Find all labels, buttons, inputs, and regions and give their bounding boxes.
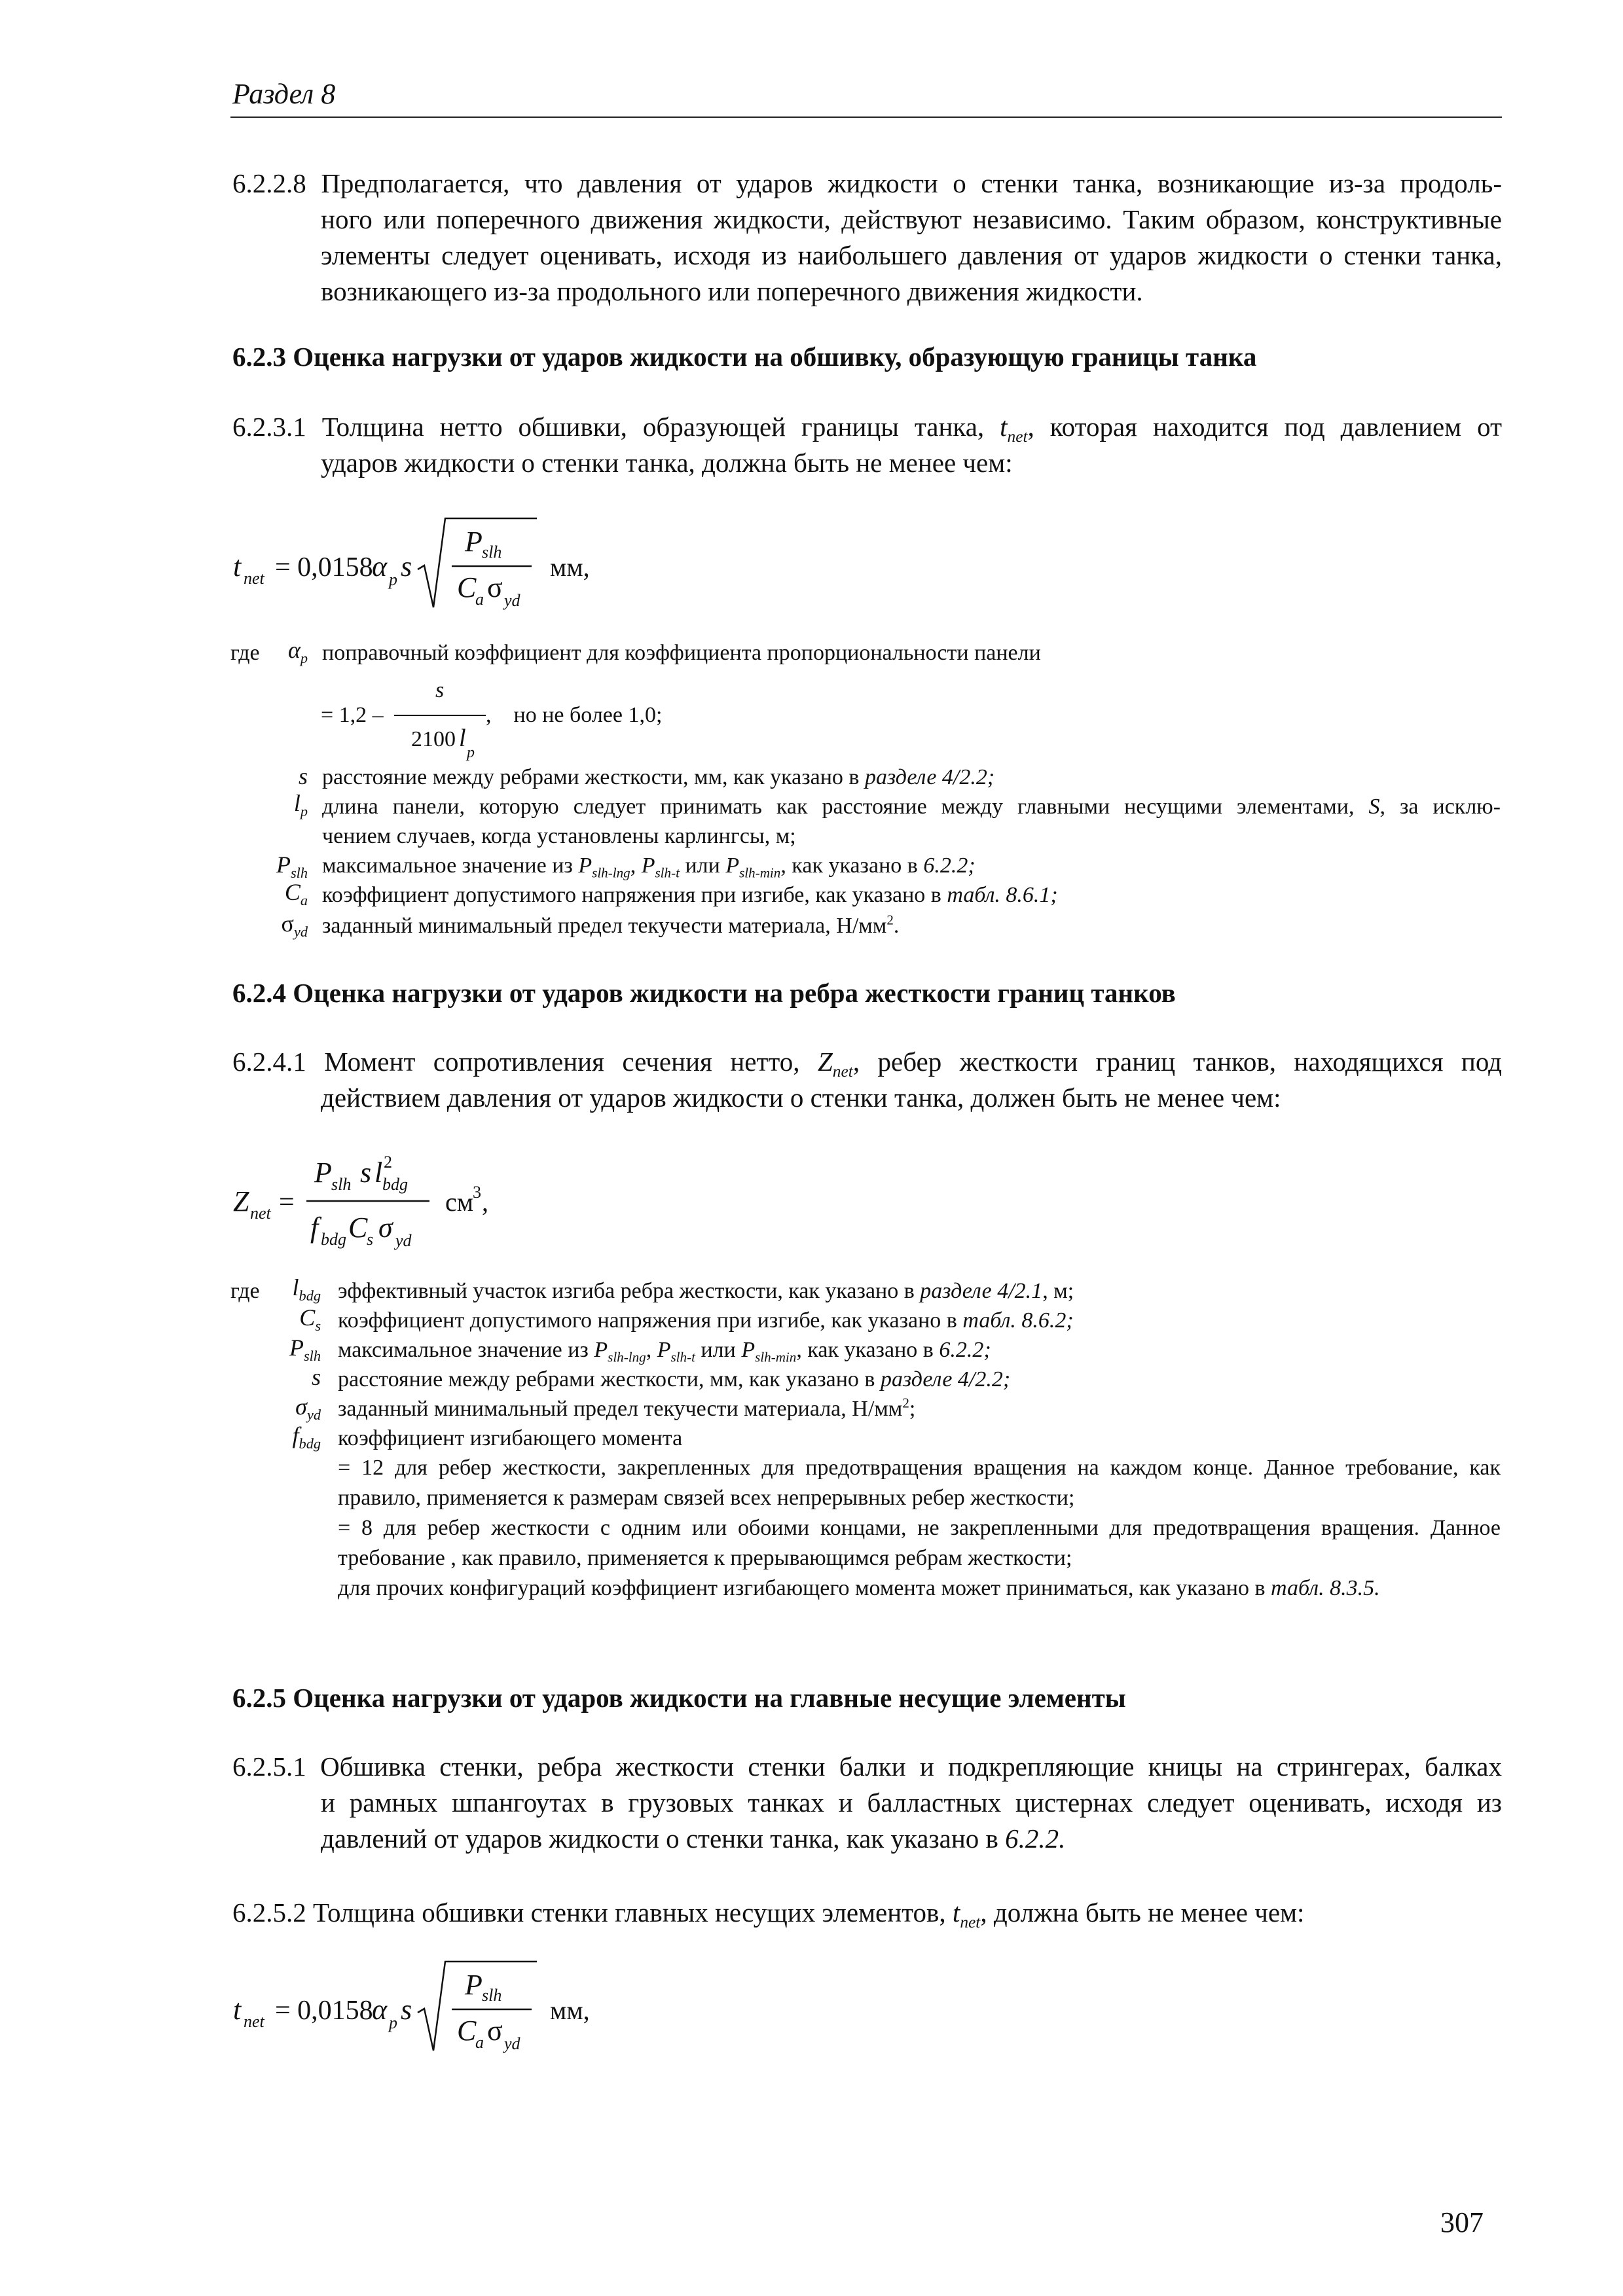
para-6228-number: 6.2.2.8 (232, 168, 306, 198)
def1-s-sym: s (298, 763, 308, 789)
fa-tail: , но не более 1,0; (486, 703, 663, 727)
def2-sigma-sym: $\sigma_{yd}$ (295, 1393, 321, 1423)
fa-den: 2100 (411, 727, 456, 751)
fa-den-sub: p (467, 744, 475, 761)
f2-unit-tail: , (482, 1187, 488, 1217)
def2-cs-text: коэффициент допустимого напряжения при изгибе, как указано в табл. 8.6.2; (338, 1308, 1074, 1333)
where-label-2: где (230, 1279, 260, 1303)
f1-den-sigma: σ (487, 571, 503, 603)
symbol-z: Z (817, 1047, 833, 1077)
f2-den-f: f (310, 1211, 319, 1244)
f2-num-l-sub: bdg (382, 1175, 408, 1194)
def1-ca-text: коэффициент допустимого напряжения при изгибе, как указано в табл. 8.6.1; (322, 883, 1058, 907)
def1-lp-text2: чением случаев, когда установлены карлингсы, м; (322, 824, 796, 848)
def2-lbdg-sym: $l_{bdg}$ (292, 1274, 321, 1304)
f3-den-sigma: σ (487, 2015, 503, 2047)
para-6228-text-1: Предполагается, что давления от ударов жидкости о стенки танка, возникающие из-за продоль- (321, 168, 1503, 198)
f1-alpha: α (372, 550, 388, 583)
def2-pslh-sym: $P_{slh}$ (289, 1335, 321, 1364)
def1-lp-sym: $l_p$ (293, 790, 308, 819)
f3-lhs-sub: net (244, 2012, 264, 2031)
f2-den-f-sub: bdg (321, 1230, 346, 1249)
para-6231-line1 (232, 409, 1502, 445)
para-6252-text-b: , должна быть не менее чем: (980, 1897, 1305, 1928)
f3-unit: мм, (550, 1996, 590, 2025)
f2-num-l-sup: 2 (384, 1153, 392, 1172)
f2-eq: = (279, 1187, 295, 1217)
f2-lhs-sub: net (250, 1204, 271, 1223)
f2-num-p-sub: slh (331, 1175, 352, 1194)
def1-ca-sym: $C_a$ (284, 879, 308, 908)
def1-sigma-text: заданный минимальный предел текучести материала, $Н/мм^2$. (322, 912, 900, 938)
f3-den-c-sub: a (475, 2033, 484, 2052)
para-6252-number: 6.2.5.2 (232, 1897, 306, 1928)
f1-lhs: t (233, 550, 242, 583)
para-6231-text-a: Толщина нетто обшивки, образующей границы танка, (321, 412, 985, 442)
f1-num-sub: slh (482, 543, 502, 562)
f1-lhs-sub: net (244, 569, 264, 588)
heading-625: 6.2.5 Оценка нагрузки от ударов жидкости на главные несущие элементы (232, 1683, 1126, 1713)
f2-num-s: s (360, 1157, 372, 1189)
where-label-1: где (230, 641, 260, 665)
f3-coef: = 0,0158 (275, 1996, 373, 2026)
para-6251-number: 6.2.5.1 (232, 1751, 306, 1782)
def2-cs-sym: $C_s$ (299, 1304, 321, 1334)
f3-lhs: t (233, 1994, 242, 2026)
para-6251-rest: и рамных шпангоутах в грузовых танках и балластных цистернах следует оценивать, исходя из давлений от ударов жидкости о стенки танка, как указано в 6.2.2. (321, 1787, 1502, 1854)
f3-den-c: C (457, 2015, 477, 2047)
def2-f-text: коэффициент изгибающего момента (338, 1426, 683, 1450)
para-6241-line2: действием давления от ударов жидкости о стенки танка, должен быть не менее чем: (321, 1083, 1281, 1113)
formula-tnet-1 (229, 504, 687, 622)
def2-sigma-text: заданный минимальный предел текучести материала, $Н/мм^2$; (338, 1395, 916, 1421)
para-6231-line2: ударов жидкости о стенки танка, должна быть не менее чем: (321, 448, 1013, 478)
f3-alpha-sub: p (389, 2013, 397, 2032)
f2-lhs: Z (233, 1185, 249, 1217)
def1-pslh-sym: $P_{slh}$ (276, 852, 308, 881)
f3-s: s (401, 1994, 412, 2026)
f1-den-sigma-sub: yd (504, 591, 520, 610)
heading-624: 6.2.4 Оценка нагрузки от ударов жидкости на ребра жесткости границ танков (232, 978, 1176, 1008)
f3-num-sub: slh (482, 1986, 502, 2005)
f2-den-c-sub: s (367, 1230, 374, 1249)
def1-s-text: расстояние между ребрами жесткости, мм, как указано в разделе 4/2.2; (322, 765, 995, 789)
def2-f-8: = 8 для ребер жесткости с одним или обоими концами, не закрепленными для предотвращения вращения. Данное требование , как правило, применяется к прерывающимся ребрам жесткости; (338, 1516, 1501, 1570)
f1-coef: = 0,0158 (275, 552, 373, 583)
para-6252-text-a: Толщина обшивки стенки главных несущих элементов, (313, 1897, 946, 1928)
def1-alpha-sym: $\alpha_p$ (287, 637, 308, 666)
header-rule (230, 117, 1502, 118)
fa-num: s (435, 678, 445, 702)
f1-num: P (465, 526, 483, 558)
f2-unit-sup: 3 (473, 1183, 481, 1202)
f1-s: s (401, 550, 412, 583)
f3-den-sigma-sub: yd (504, 2034, 520, 2053)
def2-f-other: для прочих конфигураций коэффициент изгибающего момента может приниматься, как указано в табл. 8.3.5. (338, 1576, 1380, 1600)
def1-pslh-text: максимальное значение из $P_{slh-lng}$, $P_{slh-t}$ или $P_{slh-min}$, как указано в 6.2.2; (322, 853, 976, 881)
def2-f-12: = 12 для ребер жесткости, закрепленных для предотвращения вращения на каждом конце. Данное требование, как правило, применяется к размерам связей всех непрерывных ребер жесткости; (338, 1456, 1501, 1510)
para-6231-text-b: , которая находится под давлением от (1027, 412, 1503, 442)
def2-s-text: расстояние между ребрами жесткости, мм, как указано в разделе 4/2.2; (338, 1367, 1011, 1391)
f2-den-sigma-sub: yd (395, 1231, 412, 1250)
page-number: 307 (1440, 2206, 1484, 2238)
symbol-t-2: t (952, 1897, 960, 1928)
f1-den-c: C (457, 571, 477, 603)
para-6231-number: 6.2.3.1 (232, 412, 306, 442)
para-6252 (232, 1895, 1502, 1931)
symbol-t: t (1000, 412, 1008, 442)
f1-alpha-sub: p (389, 570, 397, 589)
section-header: Раздел 8 (232, 78, 336, 110)
formula-tnet-2 (229, 1947, 687, 2065)
para-6251-text-1: Обшивка стенки, ребра жесткости стенки балки и подкрепляющие кницы на стрингерах, балках (320, 1751, 1502, 1782)
symbol-t-2-sub: net (960, 1912, 981, 1931)
para-6241-line1 (232, 1044, 1502, 1080)
def1-sigma-sym: $\sigma_{yd}$ (281, 910, 308, 940)
def2-pslh-text: максимальное значение из $P_{slh-lng}$, $P_{slh-t}$ или $P_{slh-min}$, как указано в 6.2.2; (338, 1338, 991, 1365)
def1-lp-text: длина панели, которую следует принимать как расстояние между главными несущими элементами, S, за исклю- (322, 795, 1501, 819)
heading-623: 6.2.3 Оценка нагрузки от ударов жидкости на обшивку, образующую границы танка (232, 342, 1257, 372)
f3-num: P (465, 1969, 483, 2001)
f2-den-sigma: σ (378, 1211, 393, 1244)
f2-unit: см (445, 1187, 474, 1217)
def2-f-sym: $f_{bdg}$ (292, 1422, 321, 1452)
f2-num-p: P (314, 1157, 332, 1189)
formula-znet (229, 1139, 635, 1263)
fa-lead: = 1,2 – (321, 703, 384, 727)
def2-s-sym: s (311, 1364, 321, 1390)
para-6251-line1 (232, 1749, 1502, 1785)
fa-den-l: l (459, 725, 466, 752)
para-6241-text-a: Момент сопротивления сечения нетто, (324, 1047, 800, 1077)
formula-alpha-p (314, 671, 773, 762)
f3-alpha: α (372, 1994, 388, 2026)
f2-den-c: C (348, 1211, 368, 1244)
para-6228-line1 (232, 166, 1502, 202)
def2-lbdg-text: эффективный участок изгиба ребра жесткости, как указано в разделе 4/2.1, м; (338, 1279, 1074, 1303)
def1-alpha-text: поправочный коэффициент для коэффициента пропорциональности панели (322, 641, 1041, 665)
f2-num-l: l (374, 1157, 383, 1189)
f1-unit: мм, (550, 552, 590, 582)
f1-den-c-sub: a (475, 590, 484, 609)
para-6241-text-b: , ребер жесткости границ танков, находящихся под (852, 1047, 1503, 1077)
symbol-t-sub: net (1007, 427, 1028, 446)
symbol-z-sub: net (832, 1062, 853, 1081)
para-6241-number: 6.2.4.1 (232, 1047, 306, 1077)
para-6228-rest: ного или поперечного движения жидкости, действуют независимо. Таким образом, конструктивные элементы следует оценивать, исходя из наибольшего давления от ударов жидкости о стенки танка, возникающего из-за продольного или поперечного движения жидкости. (321, 204, 1502, 306)
